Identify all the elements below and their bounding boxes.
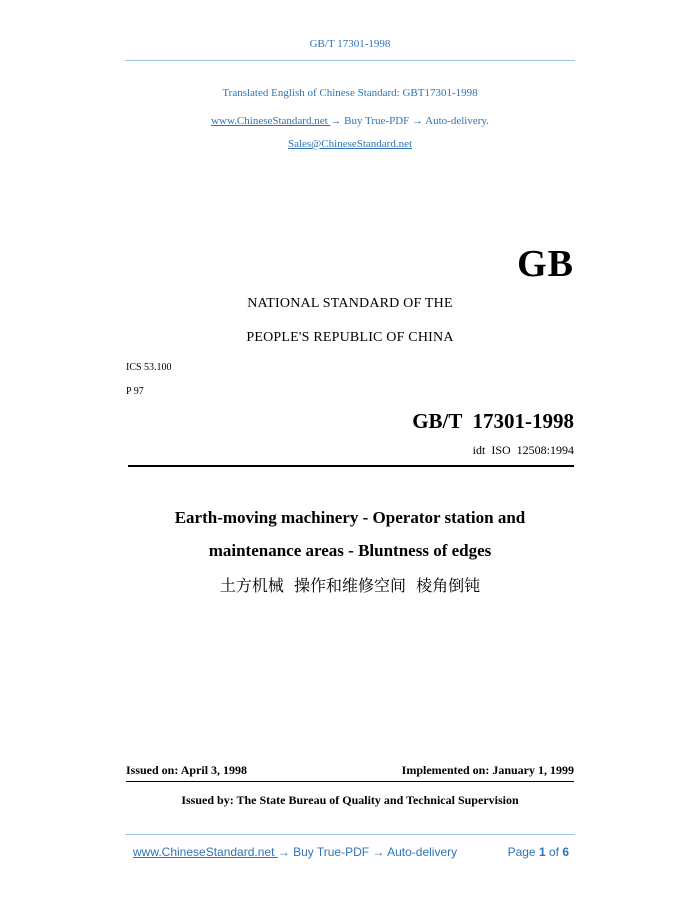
implemented-date: Implemented on: January 1, 1999 (401, 763, 574, 777)
translation-notice: Translated English of Chinese Standard: GBT17301-1998 (222, 87, 478, 99)
document-title-chinese: 土方机械 操作和维修空间 棱角倒钝 (219, 576, 481, 595)
page-label: Page (507, 845, 539, 859)
footer-auto-delivery-text: Auto-delivery (384, 845, 458, 859)
footer-website-link[interactable]: www.ChineseStandard.net (133, 845, 278, 859)
email-link[interactable]: Sales@ChineseStandard.net (287, 138, 413, 150)
document-title-line2: maintenance areas - Bluntness of edges (208, 541, 492, 560)
document-title-line1: Earth-moving machinery - Operator station and (174, 508, 526, 527)
purchase-line (0, 115, 700, 127)
footer-divider (125, 834, 575, 835)
national-standard-line2: PEOPLE'S REPUBLIC OF CHINA (246, 330, 454, 345)
arrow-right-icon: → (330, 115, 342, 127)
page-indicator (508, 845, 569, 859)
page-of-label: of (545, 845, 563, 859)
auto-delivery-text: Auto-delivery. (423, 115, 489, 127)
ics-code: ICS 53.100 (126, 362, 172, 373)
issuer-divider (126, 781, 574, 782)
buy-pdf-text: Buy True-PDF (341, 115, 413, 127)
title-divider (128, 465, 574, 467)
arrow-right-icon: → (372, 845, 385, 859)
national-standard-line1: NATIONAL STANDARD OF THE (247, 296, 453, 311)
arrow-right-icon: → (277, 845, 290, 859)
footer-buy-pdf-text: Buy True-PDF (289, 845, 373, 859)
issued-date: Issued on: April 3, 1998 (126, 763, 248, 777)
page-header-title: GB/T 17301-1998 (309, 38, 391, 50)
idt-reference: idt ISO 12508:1994 (472, 443, 574, 457)
header-divider (125, 60, 575, 61)
issuing-authority: Issued by: The State Bureau of Quality and Technical Supervision (181, 793, 519, 807)
gb-logo: GB (517, 243, 574, 285)
email-line (0, 138, 700, 150)
footer-purchase-line (133, 845, 457, 859)
page-total: 6 (562, 845, 569, 859)
p-code: P 97 (126, 386, 144, 397)
arrow-right-icon: → (412, 115, 424, 127)
website-link[interactable]: www.ChineseStandard.net (211, 115, 331, 127)
page-current: 1 (538, 845, 546, 859)
standard-number: GB/T 17301-1998 (412, 409, 574, 433)
